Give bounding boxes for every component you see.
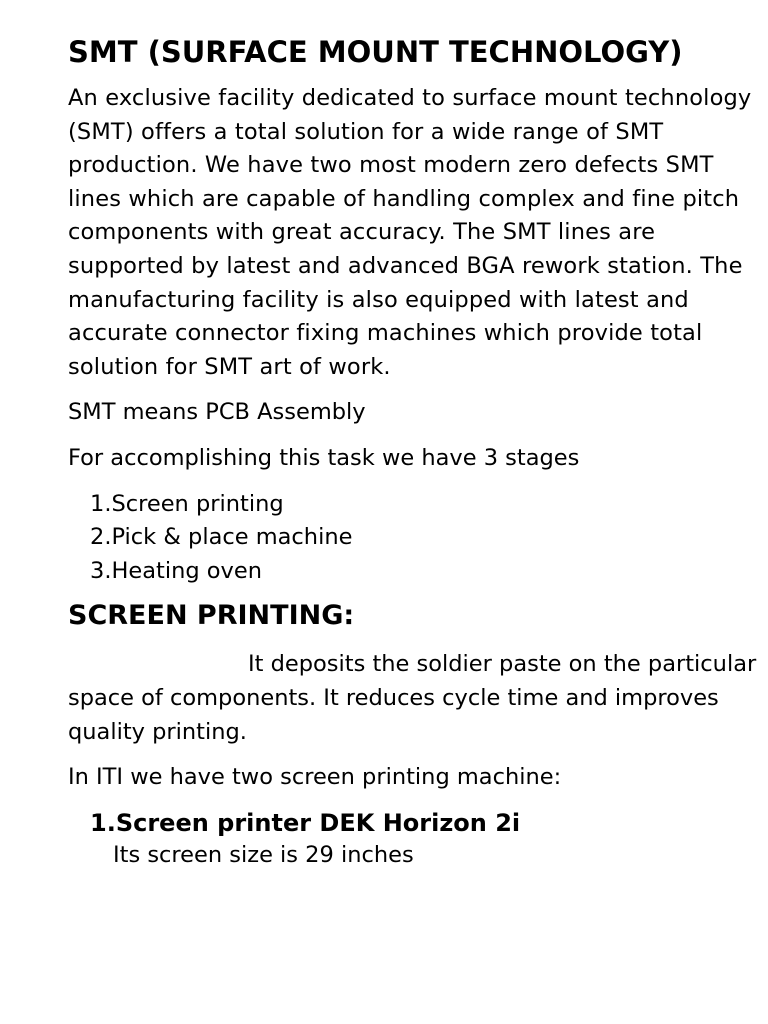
- document-page: [68, 30, 760, 884]
- machines-intro: In ITI we have two screen printing machine:: [68, 764, 562, 791]
- section-heading-screen-printing: SCREEN PRINTING:: [68, 600, 355, 632]
- screen-printing-description: It deposits the soldier paste on the particular space of components. It reduces cycle time and improves quality printing.: [68, 651, 757, 745]
- machine-1-detail: Its screen size is 29 inches: [113, 841, 414, 868]
- stages-intro: For accomplishing this task we have 3 stages: [68, 444, 580, 471]
- stages-list: [68, 488, 760, 589]
- list-item: 1.Screen printing: [90, 490, 284, 517]
- page-title: SMT (SURFACE MOUNT TECHNOLOGY): [68, 35, 683, 69]
- list-item: 3.Heating oven: [90, 557, 262, 584]
- intro-paragraph: An exclusive facility dedicated to surface mount technology (SMT) offers a total solution for a wide range of SMT production. We have two most modern zero defects SMT lines which are capable of handling complex and fine pitch components with great accuracy. The SMT lines are supported by latest and advanced BGA rework station. The manufacturing facility is also equipped with latest and accurate connector fixing machines which provide total solution for SMT art of work.: [68, 85, 752, 380]
- smt-definition: SMT means PCB Assembly: [68, 399, 366, 426]
- list-item: 2.Pick & place machine: [90, 524, 353, 551]
- machine-1-heading: 1.Screen printer DEK Horizon 2i: [90, 808, 521, 837]
